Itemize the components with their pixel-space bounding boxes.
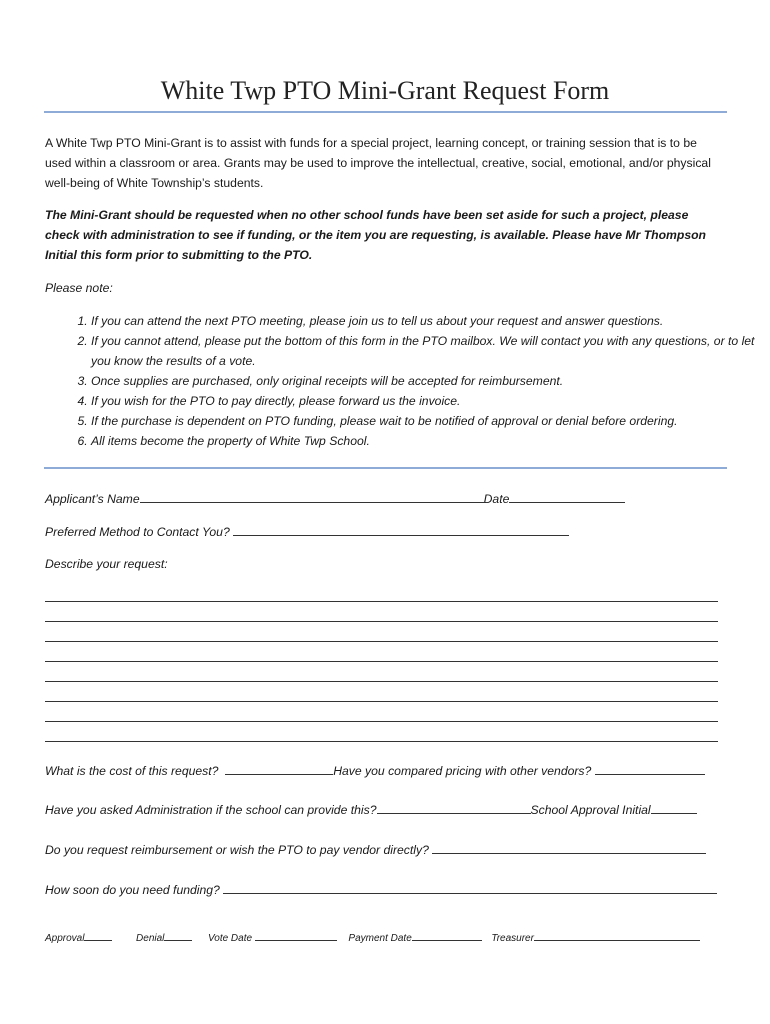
description-line[interactable]	[45, 701, 718, 702]
date-field[interactable]	[509, 490, 625, 503]
treasurer-label: Treasurer	[491, 933, 534, 944]
description-line[interactable]	[45, 661, 718, 662]
notes-list	[45, 311, 770, 451]
description-line[interactable]	[45, 601, 718, 602]
note-item: 3. Once supplies are purchased, only original receipts will be accepted for reimbursement.	[91, 371, 770, 391]
denial-label: Denial	[136, 933, 165, 944]
how-soon-row	[45, 880, 717, 900]
contact-method-field[interactable]	[233, 523, 569, 536]
reimbursement-label: Do you request reimbursement or wish the PTO to pay vendor directly?	[45, 843, 429, 857]
payment-date-field[interactable]	[412, 931, 482, 941]
approval-label: Approval	[45, 933, 85, 944]
admin-row	[45, 800, 697, 820]
vote-date-label: Vote Date	[207, 933, 253, 944]
applicant-row	[45, 489, 625, 509]
applicant-name-field[interactable]	[140, 490, 484, 503]
office-use-row	[45, 929, 700, 949]
notice-paragraph: The Mini-Grant should be requested when no other school funds have been set aside for such a project, please check with administration to see if funding, or the item you are requesting, is available. Please have Mr Thompson Initial this form prior to submitting to the PTO.	[45, 208, 706, 262]
asked-admin-field[interactable]	[377, 801, 531, 814]
denial-field[interactable]	[164, 931, 192, 941]
description-line[interactable]	[45, 641, 718, 642]
compared-pricing-field[interactable]	[595, 762, 705, 775]
approval-field[interactable]	[84, 931, 112, 941]
description-line[interactable]	[45, 741, 718, 742]
asked-admin-label: Have you asked Administration if the school can provide this?	[45, 803, 377, 817]
title-divider	[44, 111, 727, 113]
note-item: 5. If the purchase is dependent on PTO funding, please wait to be notified of approval or denial before ordering.	[91, 411, 770, 431]
reimbursement-field[interactable]	[432, 841, 706, 854]
please-note-label: Please note:	[45, 281, 113, 295]
contact-method-label: Preferred Method to Contact You?	[45, 525, 230, 539]
how-soon-field[interactable]	[223, 881, 717, 894]
description-line[interactable]	[45, 681, 718, 682]
school-approval-field[interactable]	[651, 801, 697, 814]
description-line[interactable]	[45, 621, 718, 622]
note-item: 2. If you cannot attend, please put the bottom of this form in the PTO mailbox. We will contact you with any questions, or to let you know the results of a vote.	[91, 331, 770, 371]
contact-row	[45, 522, 569, 542]
form-title: White Twp PTO Mini-Grant Request Form	[160, 76, 610, 105]
reimbursement-row	[45, 840, 706, 860]
section-divider	[44, 467, 727, 469]
school-approval-label: School Approval Initial	[530, 803, 651, 817]
cost-label: What is the cost of this request?	[45, 764, 219, 778]
cost-row	[45, 761, 705, 781]
describe-label: Describe your request:	[45, 557, 168, 571]
description-line[interactable]	[45, 721, 718, 722]
payment-date-label: Payment Date	[348, 933, 412, 944]
note-item: 6. All items become the property of White Twp School.	[91, 431, 770, 451]
compared-pricing-label: Have you compared pricing with other vendors?	[333, 764, 592, 778]
vote-date-field[interactable]	[255, 931, 337, 941]
cost-field[interactable]	[225, 762, 333, 775]
how-soon-label: How soon do you need funding?	[45, 883, 220, 897]
intro-paragraph: A White Twp PTO Mini-Grant is to assist with funds for a special project, learning concept, or training session that is to be used within a classroom or area. Grants may be used to improve the intellectual, creative, social, emotional, and/or physical well-being of White Township’s students.	[45, 136, 711, 190]
applicant-name-label: Applicant’s Name	[45, 492, 140, 506]
date-label: Date	[483, 492, 510, 506]
note-item: 1. If you can attend the next PTO meeting, please join us to tell us about your request and answer questions.	[91, 311, 770, 331]
note-item: 4. If you wish for the PTO to pay directly, please forward us the invoice.	[91, 391, 770, 411]
treasurer-field[interactable]	[534, 931, 700, 941]
